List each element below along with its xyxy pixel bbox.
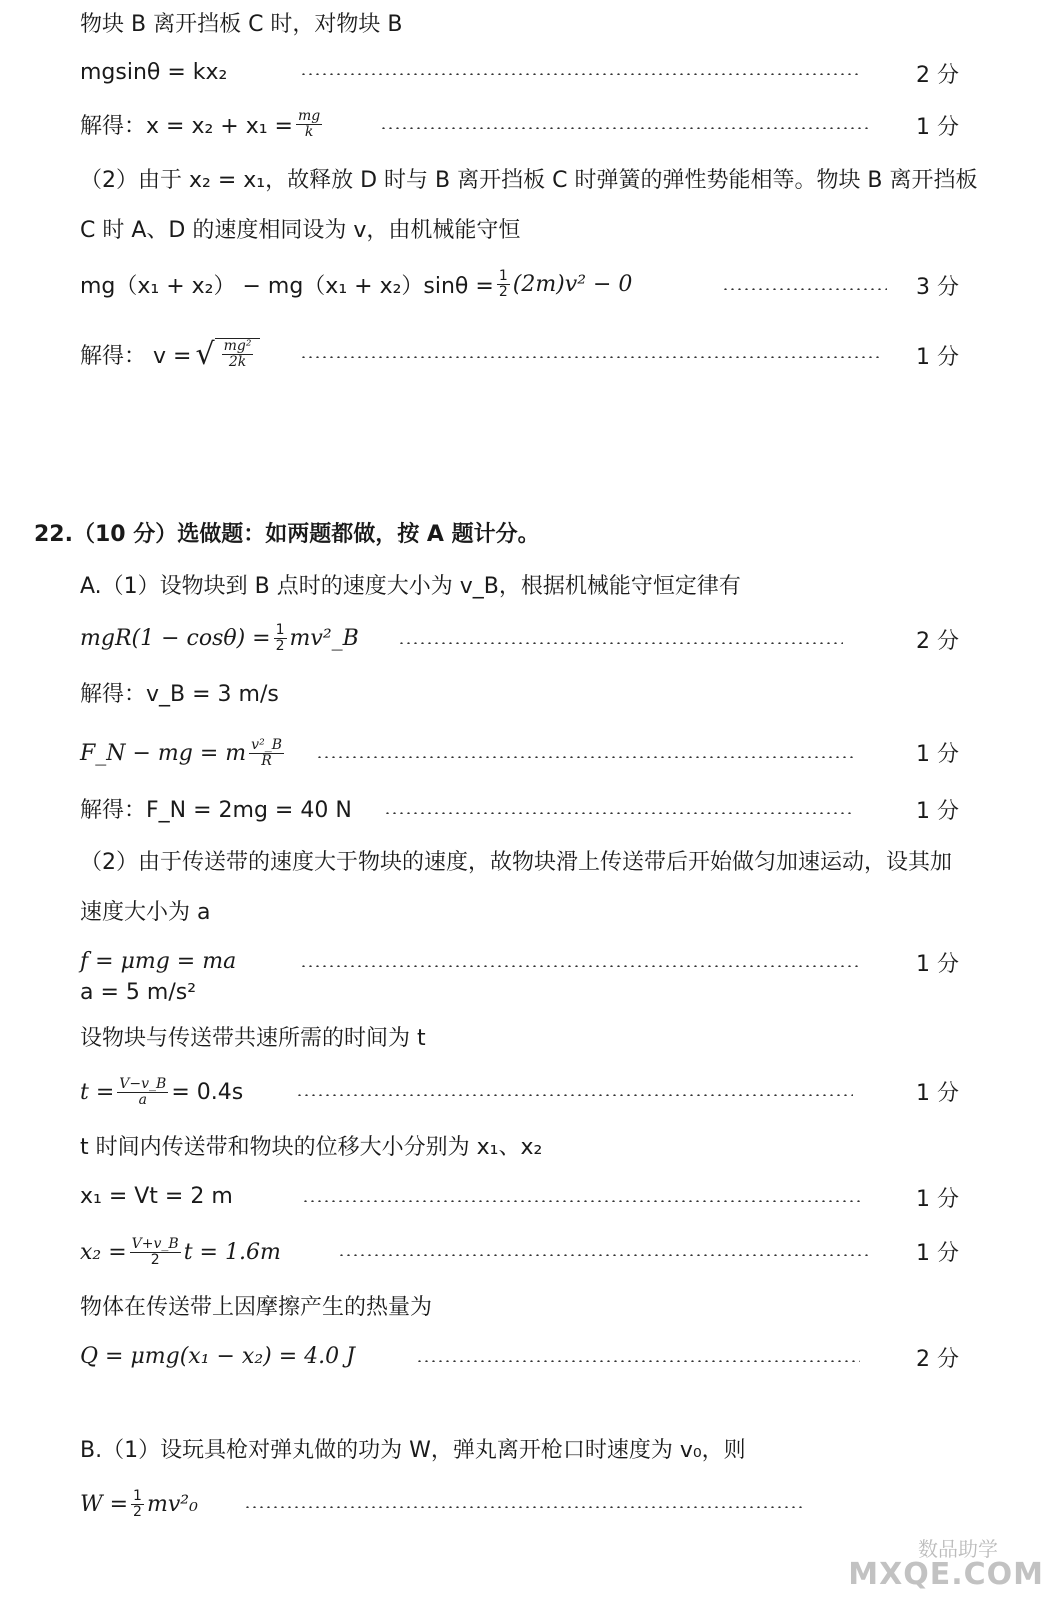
leader-dots: [384, 812, 852, 814]
fraction: [131, 1489, 144, 1520]
score: 2 分: [916, 1347, 959, 1372]
score: 1 分: [916, 345, 959, 370]
text-line: [80, 1285, 978, 1325]
line-text: 解得：F_N = 2mg = 40 N: [80, 797, 352, 823]
leader-dots: [398, 642, 843, 644]
text-line: [80, 788, 978, 828]
equation-line: [80, 1070, 978, 1114]
fraction-denominator: 2k: [228, 354, 247, 370]
equation-line: [80, 972, 978, 1012]
line-text: A.（1）设物块到 B 点时的速度大小为 v_B，根据机械能守恒定律有: [80, 573, 741, 599]
fraction: [274, 623, 287, 654]
equation-line: [80, 52, 978, 92]
equation-right: mv²_B: [289, 625, 359, 651]
score: 2 分: [916, 629, 959, 654]
line-text: 速度大小为 a: [80, 899, 211, 925]
equation-line: [80, 730, 978, 776]
text-line: [80, 1428, 978, 1468]
score: 2 分: [916, 63, 959, 88]
fraction-denominator: 2: [275, 637, 285, 654]
equation: Q = μmg(x₁ − x₂) = 4.0 J: [80, 1343, 355, 1369]
leader-dots: [296, 1094, 853, 1096]
question-title: 22.（10 分）选做题：如两题都做，按 A 题计分。: [34, 521, 540, 547]
leader-dots: [722, 288, 887, 290]
equation-left: x₂ =: [80, 1239, 127, 1265]
leader-dots: [302, 1200, 860, 1202]
equation-right: mv²₀: [146, 1491, 198, 1517]
leader-dots: [338, 1254, 872, 1256]
fraction-numerator: 1: [133, 1487, 142, 1504]
equation-line: [80, 1482, 978, 1526]
fraction: [249, 738, 284, 769]
score: 1 分: [916, 1187, 959, 1212]
score: 1 分: [916, 742, 959, 767]
text-line: [80, 890, 978, 930]
line-text: C 时 A、D 的速度相同设为 v，由机械能守恒: [80, 217, 521, 243]
score: 1 分: [916, 1081, 959, 1106]
line-text: 物块 B 离开挡板 C 时，对物块 B: [80, 11, 403, 37]
line-text: 解得：v_B = 3 m/s: [80, 681, 279, 707]
line-text: （2）由于传送带的速度大于物块的速度，故物块滑上传送带后开始做匀加速运动，设其加: [80, 849, 953, 875]
line-text: 设物块与传送带共速所需的时间为 t: [80, 1025, 426, 1051]
text-line: [80, 1125, 978, 1165]
equation: a = 5 m/s²: [80, 979, 197, 1005]
equation-right: t = 1.6m: [183, 1239, 281, 1265]
equation-left: mgR(1 − cosθ) =: [80, 625, 271, 651]
fraction-numerator: mg: [297, 107, 321, 124]
line-text: （2）由于 x₂ = x₁，故释放 D 时与 B 离开挡板 C 时弹簧的弹性势能相等。物块 B 离开挡板: [80, 167, 978, 193]
equation: f = μmg = ma: [80, 948, 237, 974]
score: 1 分: [916, 952, 959, 977]
line-text: 物体在传送带上因摩擦产生的热量为: [80, 1294, 433, 1320]
text-line: [80, 158, 1038, 198]
fraction: [117, 1077, 168, 1108]
question-heading: [34, 512, 978, 552]
leader-dots: [380, 127, 870, 129]
equation-left: mg（x₁ + x₂） − mg（x₁ + x₂）sinθ =: [80, 273, 494, 299]
fraction-denominator: a: [138, 1091, 147, 1108]
leader-dots: [300, 73, 860, 75]
text-line: [80, 208, 978, 248]
fraction-denominator: R: [261, 752, 272, 769]
line-text: B.（1）设玩具枪对弹丸做的功为 W，弹丸离开枪口时速度为 v₀，则: [80, 1437, 746, 1463]
leader-dots: [300, 965, 860, 967]
fraction: [296, 109, 322, 140]
equation-right: = 0.4s: [171, 1079, 244, 1105]
equation-line: [80, 1336, 978, 1376]
equation-line: [80, 264, 978, 304]
fraction-numerator: 1: [498, 267, 508, 284]
text-line: [80, 2, 978, 42]
fraction-denominator: 2: [498, 283, 508, 300]
fraction-numerator: 1: [275, 621, 285, 638]
text-line: [80, 1016, 978, 1056]
equation-prefix: 解得： v =: [80, 343, 192, 369]
fraction-numerator: V−v_B: [119, 1075, 167, 1092]
score: 3 分: [916, 275, 959, 300]
fraction-numerator: V+v_B: [131, 1235, 179, 1252]
text-line: [80, 564, 978, 604]
score: 1 分: [916, 1241, 959, 1266]
text-line: [80, 672, 978, 712]
text-line: [80, 840, 1028, 880]
leader-dots: [316, 756, 853, 758]
fraction-denominator: 2: [133, 1503, 142, 1520]
leader-dots: [244, 1506, 804, 1508]
equation-line: [80, 104, 978, 144]
equation-prefix: 解得：x = x₂ + x₁ =: [80, 113, 293, 139]
equation-line: [80, 332, 978, 376]
score: 1 分: [916, 115, 959, 140]
equation-line: [80, 618, 978, 658]
fraction: [222, 339, 254, 370]
fraction-numerator: mg²: [223, 338, 252, 354]
equation-right: (2m)v² − 0: [512, 271, 633, 297]
fraction-denominator: 2: [150, 1251, 160, 1268]
equation-left: t =: [80, 1079, 115, 1105]
fraction-numerator: v²_B: [251, 736, 282, 753]
equation-left: W =: [80, 1491, 129, 1517]
equation-left: F_N − mg = m: [80, 740, 247, 766]
equation-line: [80, 1230, 978, 1274]
equation: x₁ = Vt = 2 m: [80, 1183, 233, 1209]
square-root: √ $\frac{\text{mg²}}{2k}$: [195, 337, 260, 372]
line-text: t 时间内传送带和物块的位移大小分别为 x₁、x₂: [80, 1134, 543, 1160]
leader-dots: [416, 1360, 860, 1362]
equation: mgsinθ = kx₂: [80, 59, 228, 85]
leader-dots: [300, 356, 880, 358]
watermark-label: 数品助学: [918, 1537, 998, 1561]
fraction: [130, 1237, 181, 1268]
equation-line: [80, 1176, 978, 1216]
fraction: [497, 269, 510, 300]
fraction-denominator: k: [304, 123, 314, 140]
score: 1 分: [916, 799, 959, 824]
watermark: MXQE.COM: [848, 1557, 1044, 1592]
